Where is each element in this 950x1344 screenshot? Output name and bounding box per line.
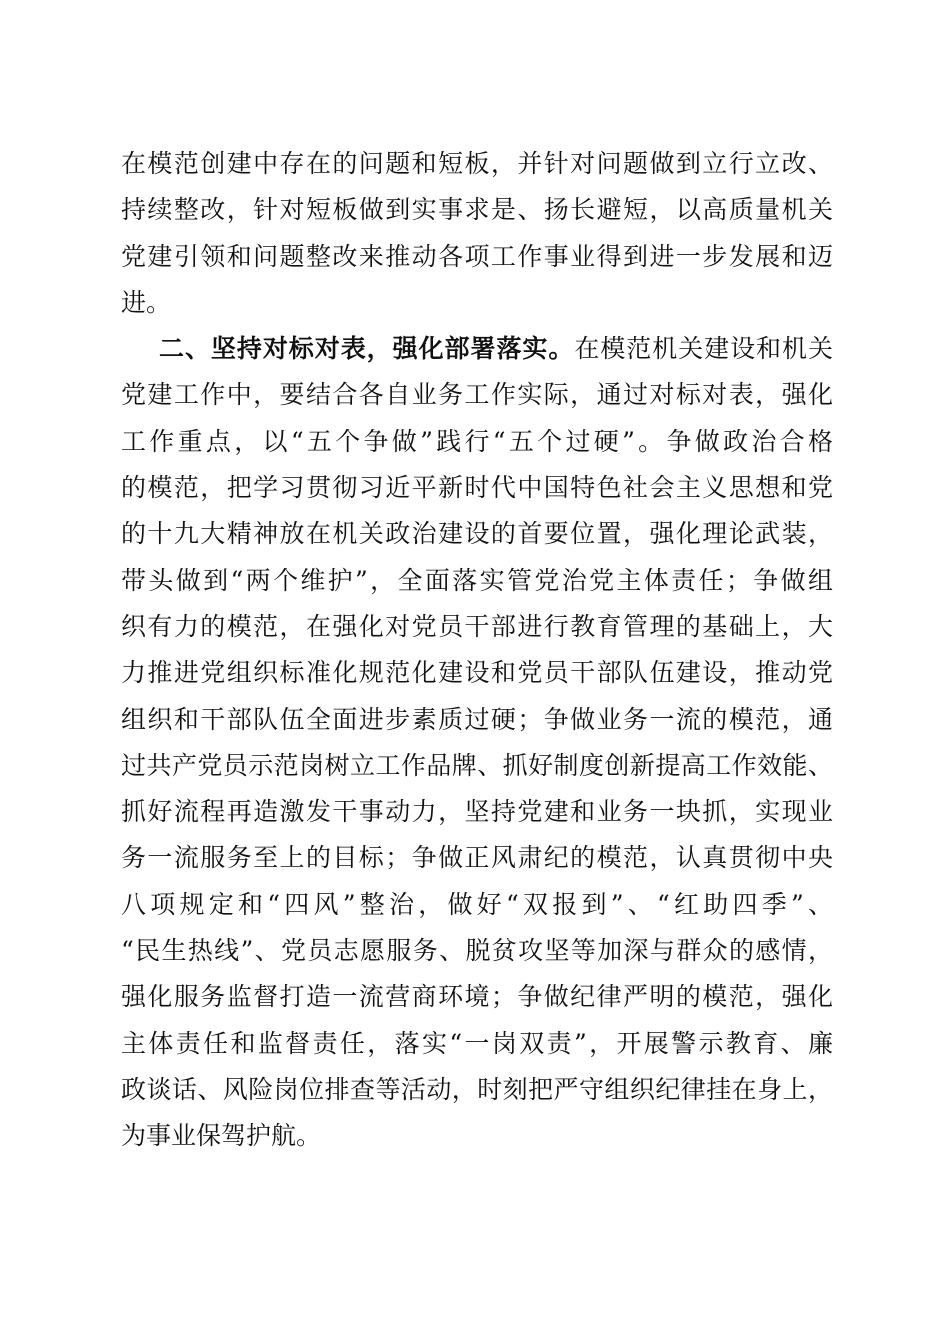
text-line: 务一流服务至上的目标；争做正风肃纪的模范，认真贯彻中央 [121, 843, 833, 873]
text-line: 在模范创建中存在的问题和短板，并针对问题做到立行立改、 [121, 149, 833, 178]
text-line: 带头做到“两个维护”，全面落实管党治党主体责任；争做组 [121, 565, 833, 595]
text-line: 进。 [121, 287, 172, 317]
paragraph-1 [121, 141, 833, 326]
text-line: 力推进党组织标准化规范化建设和党员干部队伍建设，推动党 [121, 658, 833, 688]
text-line: 强化服务监督打造一流营商环境；争做纪律严明的模范，强化 [121, 982, 833, 1012]
section-heading: 二、坚持对标对表，强化部署落实。 [159, 334, 575, 364]
document-body [121, 141, 833, 1160]
paragraph-2-first-line [121, 326, 833, 372]
text-line: 主体责任和监督责任，落实“一岗双责”，开展警示教育、廉 [121, 1028, 833, 1058]
text-line: 的十九大精神放在机关政治建设的首要位置，强化理论武装， [121, 519, 833, 549]
text-line: 的模范，把学习贯彻习近平新时代中国特色社会主义思想和党 [121, 473, 833, 503]
text-line: 工作重点，以“五个争做”践行“五个过硬”。争做政治合格 [121, 426, 833, 456]
text-line: 政谈话、风险岗位排查等活动，时刻把严守组织纪律挂在身上， [121, 1074, 833, 1104]
text-run: 在模范机关建设和机关 [574, 334, 833, 364]
text-line: 持续整改，针对短板做到实事求是、扬长避短，以高质量机关 [121, 195, 833, 225]
text-line: 为事业保驾护航。 [121, 1121, 322, 1151]
text-line: 党建引领和问题整改来推动各项工作事业得到进一步发展和迈 [121, 241, 833, 271]
text-line: “民生热线”、党员志愿服务、脱贫攻坚等加深与群众的感情， [121, 936, 833, 966]
text-line: 抓好流程再造激发干事动力，坚持党建和业务一块抓，实现业 [121, 797, 833, 827]
text-line: 过共产党员示范岗树立工作品牌、抓好制度创新提高工作效能、 [121, 750, 833, 780]
text-line: 党建工作中，要结合各自业务工作实际，通过对标对表，强化 [121, 380, 833, 410]
paragraph-2 [121, 326, 833, 1159]
text-line: 组织和干部队伍全面进步素质过硬；争做业务一流的模范，通 [121, 704, 833, 734]
text-line: 织有力的模范，在强化对党员干部进行教育管理的基础上，大 [121, 611, 833, 641]
text-line: 八项规定和“四风”整治，做好“双报到”、“红助四季”、 [121, 889, 833, 919]
